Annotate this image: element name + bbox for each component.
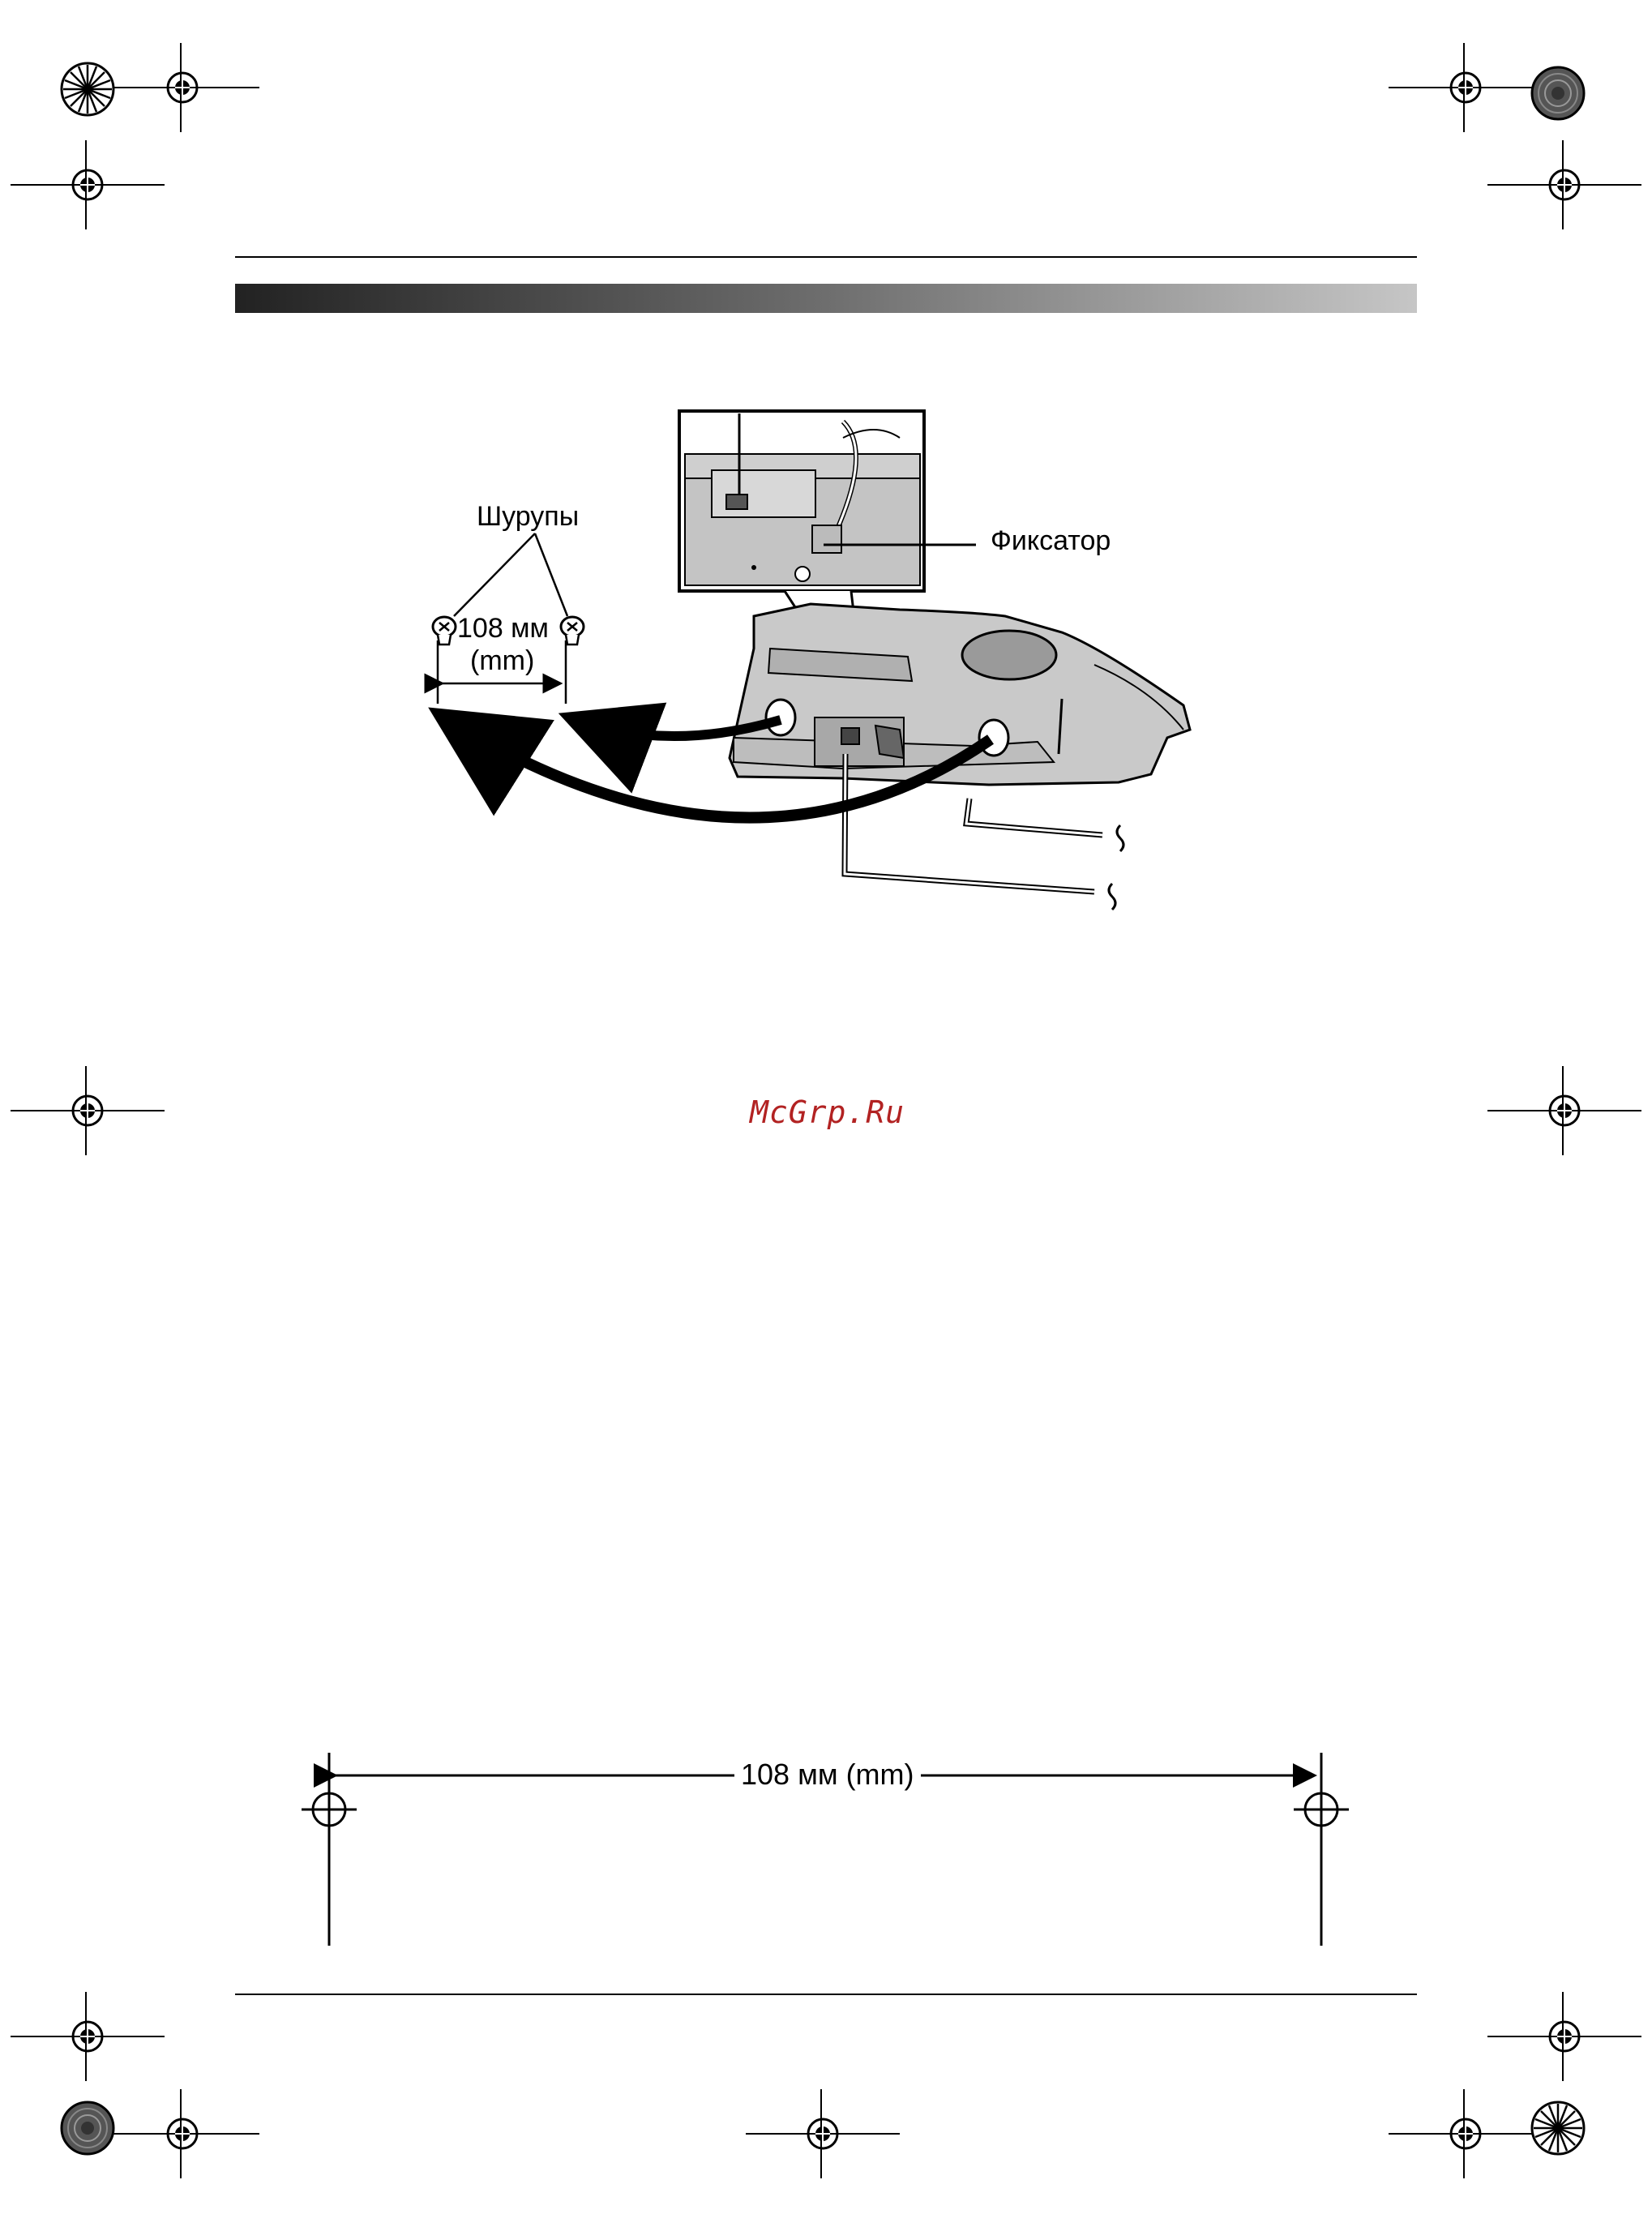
registration-mark-icon — [11, 140, 165, 229]
registration-mark-icon — [1389, 43, 1543, 132]
color-wheel-icon — [62, 63, 113, 115]
registration-mark-icon — [746, 2089, 900, 2178]
screws-label: Шурупы — [477, 501, 580, 532]
registration-mark-icon — [1487, 1066, 1641, 1155]
hook-detail-inset — [679, 411, 924, 591]
registration-mark-icon — [105, 2089, 259, 2178]
watermark: McGrp.Ru — [750, 1094, 905, 1130]
template-distance-label: 108 мм (mm) — [734, 1758, 921, 1792]
color-wheel-icon — [62, 2102, 113, 2154]
registration-mark-icon — [1487, 140, 1641, 229]
hook-label: Фиксатор — [991, 525, 1111, 556]
header-gradient-bar — [235, 284, 1417, 313]
color-wheel-icon — [1532, 2102, 1584, 2154]
registration-mark-icon — [11, 1066, 165, 1155]
registration-mark-icon — [1389, 2089, 1543, 2178]
registration-mark-icon — [105, 43, 259, 132]
registration-mark-icon — [1487, 1992, 1641, 2081]
color-wheel-icon — [1532, 67, 1584, 119]
screw-icon — [433, 617, 456, 645]
wall-mount-illustration — [433, 411, 1190, 910]
screw-distance-label: 108 мм — [457, 613, 549, 644]
registration-mark-icon — [11, 1992, 165, 2081]
screw-distance-unit-label: (mm) — [470, 645, 535, 676]
screw-icon — [561, 617, 584, 645]
